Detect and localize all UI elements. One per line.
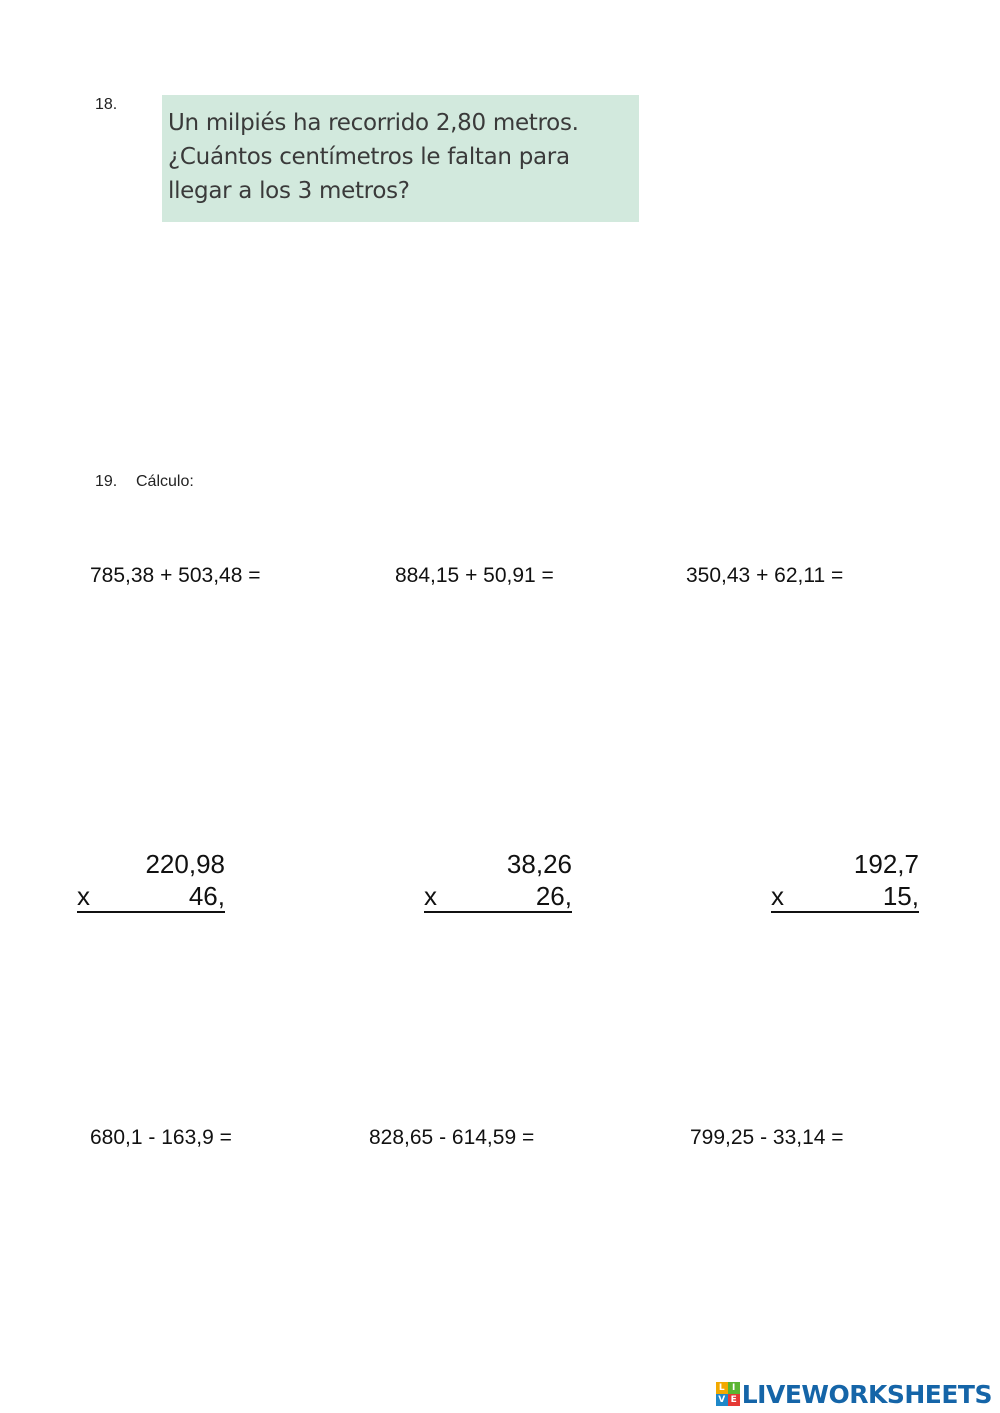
addition-expression-2: 884,15 + 50,91 = bbox=[395, 564, 554, 587]
logo-letter: I bbox=[728, 1382, 740, 1394]
question-18-number: 18. bbox=[95, 96, 118, 113]
question-19-number: 19. bbox=[95, 473, 118, 490]
brand-text: LIVEWORKSHEETS bbox=[741, 1379, 992, 1409]
multiplier-row bbox=[77, 881, 225, 913]
question-19-label: Cálculo: bbox=[136, 473, 194, 490]
multiplier-row bbox=[771, 881, 919, 913]
multiplicand: 220,98 bbox=[145, 849, 225, 879]
subtraction-expression-2: 828,65 - 614,59 = bbox=[369, 1126, 535, 1149]
multiplier: 26, bbox=[535, 881, 572, 911]
multiplicand: 38,26 bbox=[506, 849, 572, 879]
liveworksheets-logo-icon bbox=[716, 1382, 740, 1406]
multiplier-row bbox=[424, 881, 572, 913]
multiplier: 46, bbox=[188, 881, 225, 911]
addition-expression-3: 350,43 + 62,11 = bbox=[686, 564, 844, 587]
logo-letter: L bbox=[716, 1382, 728, 1394]
multiplication-2 bbox=[424, 849, 572, 915]
multiplication-3 bbox=[771, 849, 919, 915]
subtraction-expression-1: 680,1 - 163,9 = bbox=[90, 1126, 232, 1149]
problem-18-line-1: Un milpiés ha recorrido 2,80 metros. bbox=[168, 110, 579, 136]
problem-18-line-2: ¿Cuántos centímetros le faltan para bbox=[168, 144, 570, 170]
multiplier: 15, bbox=[882, 881, 919, 911]
multiply-sign: x bbox=[77, 881, 90, 911]
multiplication-1 bbox=[77, 849, 225, 915]
multiply-sign: x bbox=[424, 881, 437, 911]
liveworksheets-brand[interactable] bbox=[716, 1378, 992, 1410]
logo-letter: E bbox=[728, 1394, 740, 1406]
multiplicand: 192,7 bbox=[853, 849, 919, 879]
subtraction-expression-3: 799,25 - 33,14 = bbox=[690, 1126, 844, 1149]
addition-expression-1: 785,38 + 503,48 = bbox=[90, 564, 261, 587]
multiply-sign: x bbox=[771, 881, 784, 911]
problem-18-box bbox=[162, 95, 639, 222]
problem-18-line-3: llegar a los 3 metros? bbox=[168, 178, 410, 204]
logo-letter: V bbox=[716, 1394, 728, 1406]
